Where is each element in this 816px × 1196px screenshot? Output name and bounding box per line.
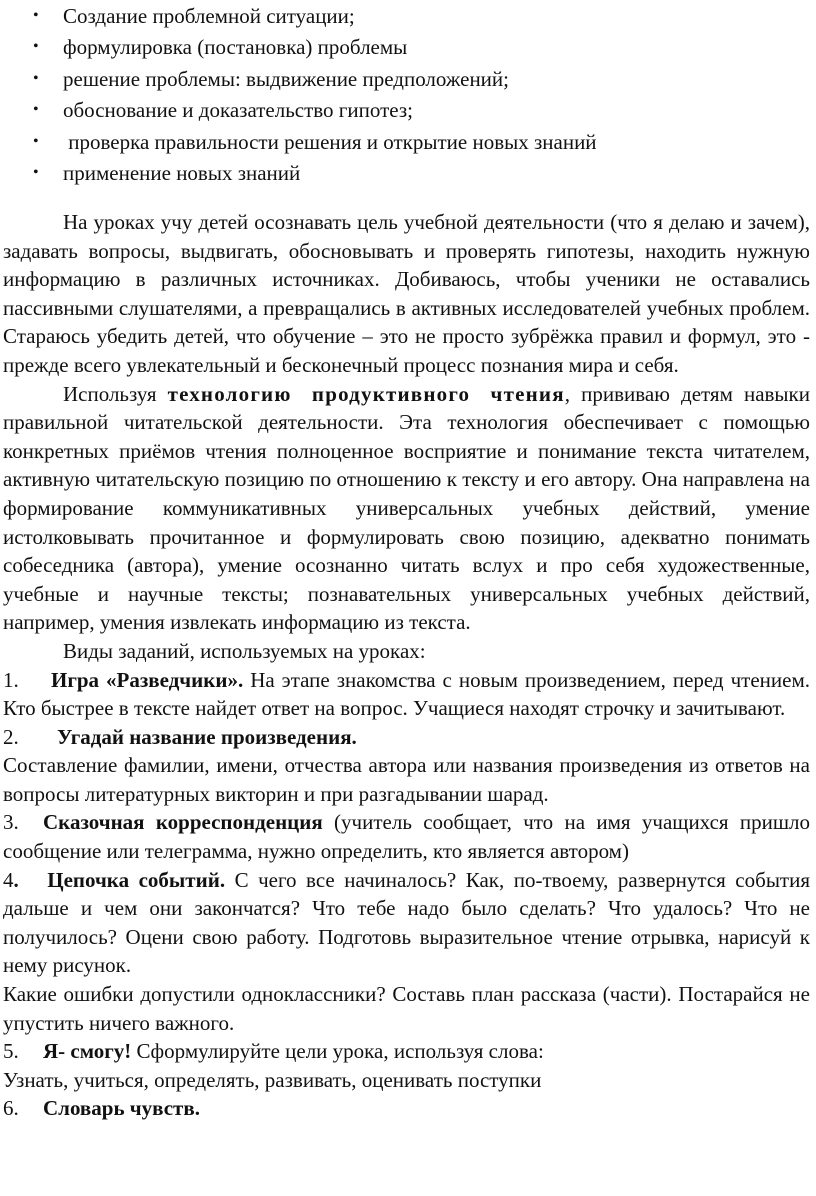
- task-title: Словарь чувств.: [43, 1096, 200, 1121]
- paragraph-goals: На уроках учу детей осознавать цель учебной деятельности (что я делаю и зачем), задавать вопросы, выдвигать, обосновывать и проверять гипотезы, находить нужную информацию в различных источниках. Добиваюсь, чтобы ученики не оставались пассивными слушателями, а превращались в активных исследователей учебных проблем. Стараюсь убедить детей, что обучение – это не просто зубрёжка правил и формул, это - прежде всего увлекательный и бесконечный процесс познания мира и себя.: [3, 210, 810, 377]
- bullet-icon: •: [33, 69, 39, 87]
- task-number: 4: [3, 867, 14, 892]
- bullet-icon: •: [33, 101, 39, 119]
- bullet-icon: •: [33, 38, 39, 56]
- task-2-description: Составление фамилии, имени, отчества автора или названия произведения из ответов на вопросы литературных викторин и при разгадывании шарад.: [3, 753, 810, 806]
- task-title: Угадай название произведения.: [57, 724, 357, 749]
- task-item-3: 3. Сказочная корреспонденция (учитель сообщает, что на имя учащихся пришло сообщение или телеграмма, нужно определить, кто является автором): [3, 810, 811, 864]
- task-number: 6.: [3, 1096, 19, 1121]
- task-number: 3.: [3, 810, 19, 835]
- bullet-list: [0, 2, 816, 190]
- bullet-icon: •: [33, 163, 39, 181]
- task-number: 2.: [3, 724, 19, 749]
- bullet-item: • решение проблемы: выдвижение предположений;: [33, 66, 509, 91]
- technology-term: технологию продуктивного чтения: [167, 381, 565, 406]
- task-4-questions: Какие ошибки допустили одноклассники? Составь план рассказа (части). Постарайся не упустить ничего важного.: [3, 982, 810, 1035]
- bullet-item: • применение новых знаний: [33, 160, 301, 185]
- task-item-4: 4. Цепочка событий. С чего все начиналось? Как, по-твоему, развернутся события дальше и чем они закончатся? Что тебе надо было сделать? Что удалось? Что не получилось? Оцени свою работу. Подготовь выразительное чтение отрывка, нарисуй к нему рисунок.: [3, 867, 810, 978]
- bullet-item: • проверка правильности решения и открытие новых знаний: [33, 129, 597, 154]
- task-title: Я- смогу!: [43, 1039, 132, 1064]
- task-item-2: [3, 723, 810, 752]
- task-title: . Цепочка событий.: [13, 867, 226, 892]
- document-body: [3, 208, 810, 1123]
- bullet-item: • формулировка (постановка) проблемы: [33, 35, 408, 60]
- task-item-1: 1. Игра «Разведчики». На этапе знакомства с новым произведением, перед чтением. Кто быстрее в тексте найдет ответ на вопрос. Учащиеся находят строчку и зачитывают.: [3, 667, 811, 721]
- paragraph-technology: Используя технологию продуктивного чтения, прививаю детям навыки правильной читательской деятельности. Эта технология обеспечивает с помощью конкретных приёмов чтения полноценное восприятие и понимание текста читателем, активную читательскую позицию по отношению к тексту и его автору. Она направлена на формирование коммуникативных универсальных учебных действий, умение истолковывать прочитанное и формулировать свою позицию, адекватно понимать собеседника (автора), умение осознанно читать вслух и про себя художественные, учебные и научные тексты; познавательных универсальных учебных действий, например, умения извлекать информацию из текста.: [3, 381, 810, 635]
- bullet-icon: •: [33, 7, 39, 24]
- task-number: 1.: [3, 667, 19, 692]
- task-title: Сказочная корреспонденция: [43, 810, 323, 835]
- task-item-5: 5. Я- смогу! Сформулируйте цели урока, используя слова:: [3, 1037, 810, 1066]
- task-5-words: Узнать, учиться, определять, развивать, оценивать поступки: [3, 1067, 542, 1092]
- task-number: 5.: [3, 1039, 19, 1064]
- bullet-item: • обоснование и доказательство гипотез;: [33, 98, 413, 123]
- bullet-icon: •: [33, 132, 39, 150]
- bullet-item: • Создание проблемной ситуации;: [33, 4, 355, 28]
- task-title: Игра «Разведчики».: [51, 667, 244, 692]
- tasks-intro: Виды заданий, используемых на уроках:: [63, 638, 426, 663]
- task-item-6: [3, 1094, 810, 1123]
